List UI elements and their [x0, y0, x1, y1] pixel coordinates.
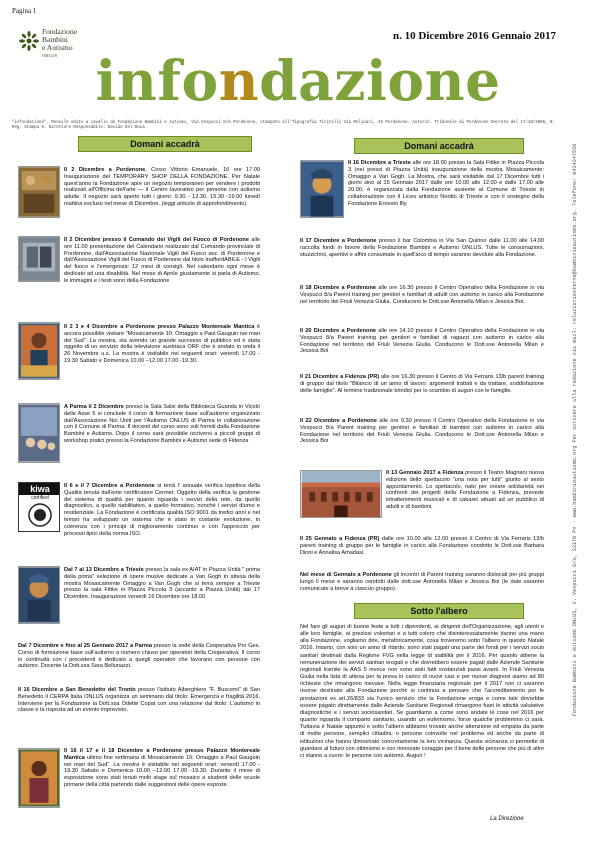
- albero-section-title: Sotto l'albero: [354, 603, 524, 619]
- right-item-8: Il 25 Gennaio a Fidenza (PR) dalle ore 10.00 alle 12.00 presso il Centro di Via Ferraris 13/b parent training di gruppo per le famiglie in carico alla Fondazione condotto le Dott.sse Barbara Dioni e Annalisa Amadasi.: [300, 536, 544, 556]
- masthead-part-1: info: [95, 48, 219, 113]
- left-item-6: Dal 7 al 13 Dicembre a Trieste presso la sala ex AIAT in Piazza Unità " prima della prima" selezione di opere musive dedicate a Van Gogh in attesa della mostra Mosaicamente Omaggio a Van Gogh che si terrà sempre a Trieste presso la sala Fittke in Piazza Piccola 3 (accanto a Piazza Unità) dal 17 Dicembre. Inaugurazione venerdì 16 Dicembre ore 18.00.: [64, 567, 261, 601]
- masthead-part-2: n: [218, 48, 260, 113]
- van-gogh-mosaic-photo: [18, 566, 60, 624]
- masthead-title: [0, 43, 596, 116]
- logo-line-2: Bambini: [42, 35, 68, 44]
- left-item-1: Il 2 Dicembre a Pordenone, Corso Vittorio Emanuele, 16 ore 17.00 Inaugurazione del TEMPORARY SHOP DELLA FONDAZIONE. Per Natale quest'anno la Fondazione apre un negozio temporaneo per vendere i prodotti realizzati all'Officina dell'arte — il Centro lavorativo per persone con autismo adulte. Il negozio sarà aperto tutti i giorni: 9.30 - 12.30. 15.30 -19.00 lunedì mattina escluso nel mese di Dicembre. (leggi articolo di approfondimento).: [64, 167, 260, 208]
- right-item-6: Il 22 Dicembre a Pordenone alle ore 9.30 presso il Centro Operativo della Fondazione in via Vespucci 8/a Parent training per genitori e familiari di bambini con autismo in carico alla Fondazione nel territorio del Friuli Venezia Giulia. Conducono le Dott.sse Antonella Milan e Jessica Boi: [300, 418, 544, 445]
- right-section-title: Domani accadrà: [354, 138, 524, 154]
- left-item-9: Il 16 il 17 e il 18 Dicembre a Pordenone presso Palazzo Montereale Mantica ultimo fine settimana di Mosaicamente 10: Omaggio a Paul Gauguin nei mari del Sud". La mostra è visitabile nei seguenti orari: venerdì 17.00 - 19.30 Sabato e Domenica 10.00 –12.00 17.00 -19.30. Durante il mese di esposizione sono stati tenuti molti stage sul mosaico a studenti delle scuole primarie della città partendo dalle suggestioni delle opere esposte.: [64, 748, 260, 789]
- vertical-contact-strip: [560, 25, 590, 835]
- parma-course-photo: [18, 403, 60, 463]
- logo-line-4: ONLUS: [42, 53, 58, 58]
- issue-number: n. 10 Dicembre 2016 Gennaio 2017: [393, 30, 556, 42]
- cermet-seal-icon: [28, 503, 52, 527]
- kiwa-name: kiwa: [19, 483, 60, 495]
- kiwa-certification-logo: [18, 482, 60, 532]
- albero-article: [300, 624, 544, 760]
- left-item-8: Il 16 Dicembre a San Benedetto del Tronto presso l'istituto Alberghiero "F. Buscemi" di San Benedetto il CERPA Italia ONLUS organizza un seminario dal titolo: Emergenza e fragilità 2016. Interviene per la Fondazione la Dott.ssa Odette Copat con una relazione dal titolo: L'autismo in classe e la risposta ad un evento imprevisto.: [18, 687, 260, 714]
- left-section-title: Domani accadrà: [78, 136, 252, 152]
- vertical-contact-text: Fondazione Bambini e Autismo ONLUS, V. Vespucci 8/a, 33170 Pn - www.bambinieautismo.org Per scrivere alla redazione via mail: relazioniesterne@bambinieautismo.org. Telefono: 0434247550: [571, 143, 578, 717]
- left-item-2: Il 2 Dicembre presso il Comando dei Vigili del Fuoco di Pordenone alle ore 11.00 presentazione del Calendario realizzato dal Comando provinciale di Pordenone, dall'Associazione Nazionale Vigili del Fuoco sez. di Pordenone e dall'Associazione Vigili del Fuoco di Pordenone dal titolo InaffordABILE - I Vigili del fuoco e l'emergenza: 12 mesi di consigli. Nel calendario ogni mese è dedicato ad una disabilità. Nel mese di Aprile giustamente si parla di Autismo, le immagini e i testi sono della Fondazione: [64, 237, 260, 284]
- right-item-5: Il 21 Dicembre a Fidenza (PR) alle ore 16.30 presso il Centro di Via Ferraris 13/b parent training di gruppo dal titolo "Bilancio di un anno di lavoro: argomenti trattati e da trattare, soddisfazione delle famiglie". Al termine tradizionale brindisi per lo scambio di auguri con le famiglie.: [300, 374, 545, 394]
- right-item-7: Il 13 Gennaio 2017 a Fidenza presso il Teatro Magnani nuova edizione dello spettacolo "una nota per tutti" giunto al sesto appuntamento. Lo spettacolo, nato per creare solidarietà nei confronti dei progetti della Fondazione a Fidenza, prevede intrattenimenti musicali e di cabaret attuati ad un pubblico di adulti e di bambini.: [386, 470, 544, 511]
- gauguin-mosaic-photo: [18, 322, 60, 380]
- van-gogh-portrait-photo: [300, 160, 344, 218]
- logo-line-3: e Autismo: [42, 43, 73, 52]
- page-label: Pagina 1: [12, 7, 37, 15]
- right-item-4: Il 20 Dicembre a Pordenone alle ore 14.10 presso il Centro Operativo della Fondazione in via Vespucci 8/a Parent training per genitori e familiari di ragazzi con autismo in carico alla Fondazione nel territorio del Friuli Venezia Giulia. Conducono le Dott.sse Antonella Milan e Jessica Boi: [300, 328, 544, 355]
- imprint-text: "infondazione". Mensile edito a cavallo da Fondazione Bambini e Autismo, Via Vespucci 8/a Pordenone, stampato all'Tipografia Tiritelli Via Molinari, 45 Pordenone. Autoriz. Tribunale di Pordenone Decreto del 17/10/2006, N. Reg. Stampa 6. Direttore Responsabile: Davide Del Duca.: [12, 121, 555, 131]
- masthead-part-3: dazione: [259, 48, 501, 113]
- signature: La Direzione: [490, 816, 524, 822]
- left-item-7: Dal 7 Dicembre e fino al 25 Gennaio 2017 a Parma presso la sede della Cooperativa Pro Ges. Corso di formazione base sull'autismo a numero chiuso per operatori della Cooperativa. Il corso in continuità con i precedenti è dedicato a quegli operatori che lavorano con persone con autismo. Docente la Dott.ssa Sara Bellunazzi.: [18, 643, 261, 670]
- right-item-1: Il 16 Dicembre a Trieste alle ore 18.00 presso la Sala Fittke in Piazza Piccola 3 (nei pressi di Piazza Unità) inaugurazione della mostra Mosaicamente: Omaggio a Van Gogh. La Mostra, che sarà visitabile dal 17 Dicembre tutti i giorni sino al 15 Gennaio 2017 dalle ore 10.00 alle 12.00 e dalle 17.00 alle 20.00, è organizzata dalla Fondazione assieme al Comune di Trieste in collaborazione con il Liceo artistico Nordio di Trieste e con il sostegno della Fondazione Ernesto Illy.: [348, 160, 544, 207]
- shop-photo: [18, 166, 60, 218]
- albero-text: Nel fare gli auguri di buone feste a tutti i dipendenti, ai dirigenti dell'Organizzazione, agli utenti e alle loro famiglie, ai preziosi volontari e a tutti coloro che disinteressatamente danno una mano alla Fondazione, vogliamo dire, metaforicamente, cosa troveremo sotto l'albero in questo Natale 2016. Intanto, con solo un anno di ritardo, sono stati pagati una parte dei fondi per i servizi socio sanitari destinati dalla Regione FVG nella legge di stabilità per il 2016. Per quanto attiene la remunerazione dei servizi sanitari erogati e che dovrebbero essere pagati dalle Aziende Sanitarie regionali tramite la AAS 5 invece non sono stati fatti sostanziali passi avanti. In Friuli Venezia Giulia nella lista di attesa per la presa in carico di nuovi casi e per nuove diagnosi siamo ad 80 richieste che rimangono inevase. Nella legge finanziaria regionale per il 2017 non ci saranno risorse destinate alla Fondazione perché si continua a pensare che l'accreditamento per le prestazioni ex art.26/833 sia l'unico servizio che la Fondazione eroga e come tale dovrebbe essere pagato direttamente dalle Aziende Sanitarie Regionali rimangono fuori le attività valutative diagnostiche e i servizi sociosanitari. Se guardiamo a come sono andate le cose nel 2016 per quanto riguarda il comparto sanitario, usando un eufemismo, forse qualche problemino ci sarà. Tuttavia è Natale appunto e sotto l'albero abbiamo trovato anche attenzione ed empatia da parte di molte persone, semplici cittadini, o persone coinvolte nel problema ed anche da parte di istituzioni che hanno dimostrato concretamente la loro vicinanza. Questa vicinanza ci permette di guardare al futuro con ottimismo e con rinnovato coraggio per il bene delle persone che più di altre ci stanno a cuore: le persone con autismo. Auguri !: [300, 624, 544, 759]
- right-item-2: Il 17 Dicembre a Pordenone presso il bar Colombia in Via San Quirino dalle 11.00 alle 14.00 raccolta fondi in favore della Fondazione Bambini e Autismo ONLUS. Tutte le consumazioni, stuzzichini, aperitivi e affini consumate in quell'arco di tempo saranno devolute alla Fondazione.: [300, 238, 544, 258]
- left-item-4: A Parma il 2 Dicembre presso la Sala Salsi della Biblioteca Guanda in Vicolo delle Asse 5 si conclude il corso di formazione base sull'autismo organizzato dall'Associazione Noi Uniti per l'Autismo ONLUS di Parma in collaborazione con il Comune di Parma. Il docenti del corso sono soli formiti dalla Fondazione Bambini e Autismo. Dopo il corso sarà possibile iscriversi a piccoli gruppi di workshop pratici presso la Fondazione Bambini e Autismo sede di Fidenza: [64, 404, 260, 445]
- right-item-9: Nel mese di Gennaio a Pordenone gli incontri di Parent training saranno dislocati per più gruppi lungo il mese e saranno condotti dalle dott.sse Antonella Milan e Jessica Boi (le date saranno comunicate a breve a ciascun gruppo).: [300, 572, 544, 592]
- right-item-3: Il 18 Dicembre a Pordenone alle ore 16.30 presso il Centro Operativo della Fondazione in via Vespucci 8/a Parent training per genitori e familiari di adulti con autismo in carico alla Fondazione nel territorio del Friuli Venezia Giulia. Conducono le Dott.sse Antonella Milan e Jessica Boi.: [300, 285, 544, 305]
- left-item-5: Il 6 e il 7 Dicembre a Pordenone si terrà l' annuale verifica ispettiva della Qualità tenuta dall'ente certificatore Cermet. Oggetto della verifica la gestione del sistema di qualità per quanto riguarda i servizi della rete, da quello diagnostico, a quello riabilitativo, a quello formativo, nonché i servizi diurno e residenziale. La Fondazione è certificata qualità ISO 9001 da tredici anni e nel tempo ha sviluppato un sistema che è stato in costante evoluzione, in coerenza con i principi di miglioramento continuo e con l'approccio per processi tipici della norma ISO.: [64, 483, 261, 537]
- firefighters-calendar-photo: [18, 236, 60, 282]
- logo-line-1: Fondazione: [42, 27, 77, 36]
- gauguin-mosaic-photo-2: [18, 748, 60, 808]
- teatro-magnani-photo: [300, 470, 382, 518]
- kiwa-sub: certified: [31, 495, 49, 501]
- left-item-3: Il 2 3 e 4 Dicembre a Pordenone presso Palazzo Montereale Mantica è ancora possibile visitare "Mosaicamente 10: Omaggio a Paul Gauguin nei mari del Sud". La mostra, sta avendo un grande successo di pubblico ed è stata oggetto di un servizio della televisione austriaca ORF che è andato in onda il 26 Novembre u.s. La mostra è visitabile nei seguenti orari: venerdì 17.00 - 19.30 Sabato e Domenica 10.00 –12.00 17.00 -19.30.: [64, 324, 260, 365]
